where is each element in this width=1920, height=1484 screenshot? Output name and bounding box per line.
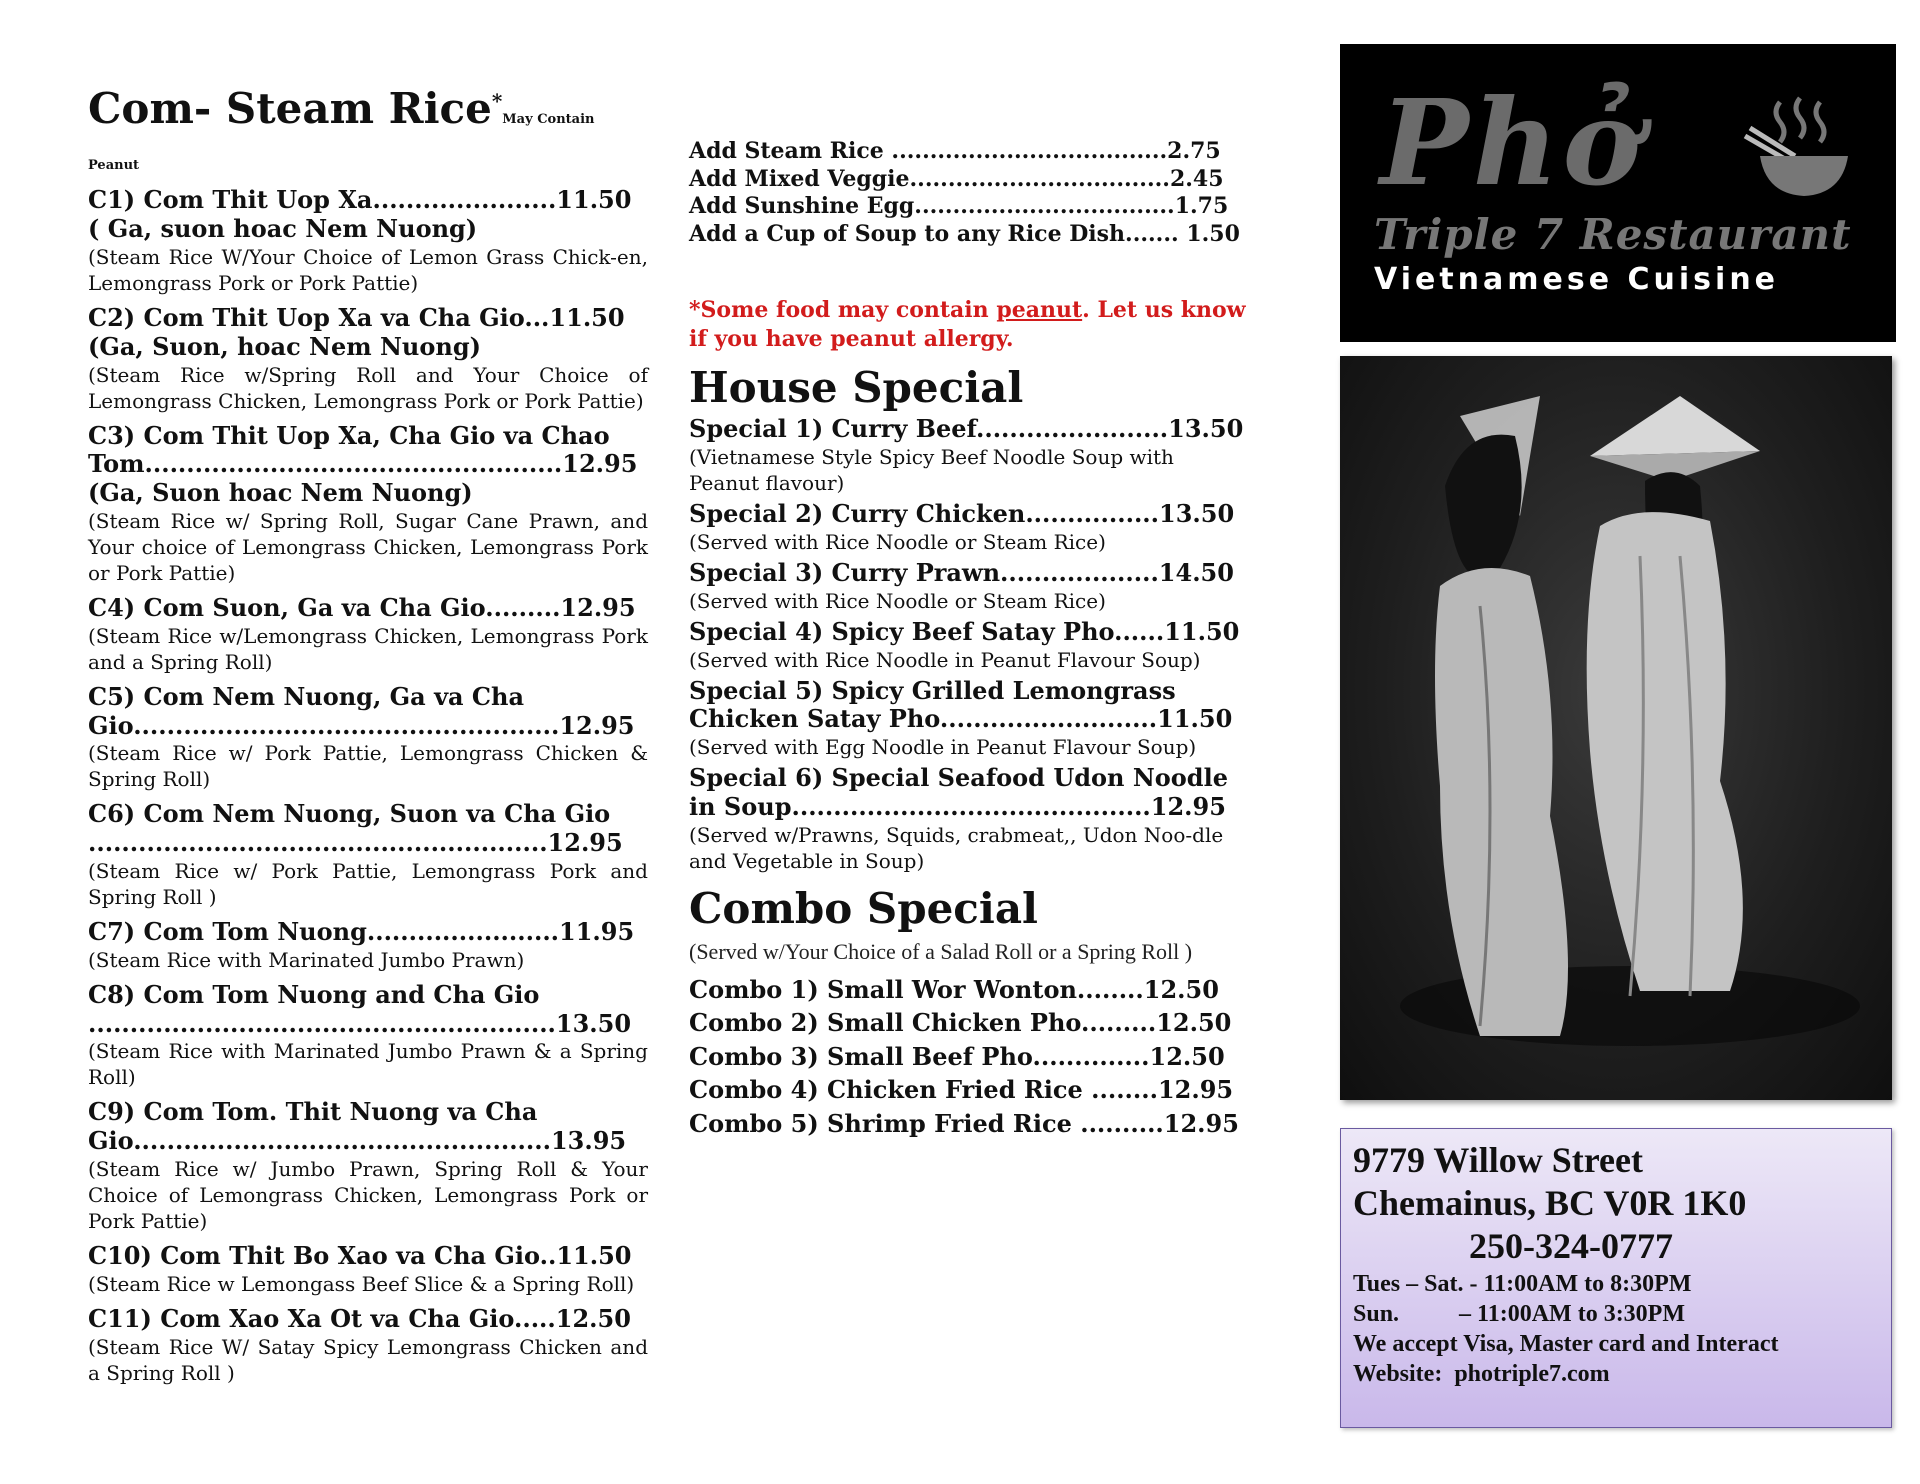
rice-item-description: (Steam Rice w/Lemongrass Chicken, Lemongrass Pork and a Spring Roll)	[88, 623, 648, 674]
rice-item-name: C11) Com Xao Xa Ot va Cha Gio.....12.50	[88, 1303, 631, 1333]
payment-methods: We accept Visa, Master card and Interact	[1353, 1330, 1779, 1357]
logo-tagline: Vietnamese Cuisine	[1374, 262, 1780, 297]
rice-item-description: (Steam Rice w/ Pork Pattie, Lemongrass Pork and Spring Roll )	[88, 858, 648, 909]
house-special-item	[689, 618, 1249, 673]
specials-section	[689, 138, 1249, 1141]
house-special-name: Special 3) Curry Prawn...................14.50	[689, 557, 1234, 587]
rice-item-name: C2) Com Thit Uop Xa va Cha Gio...11.50	[88, 302, 625, 332]
rice-item-protein-options: (Ga, Suon, hoac Nem Nuong)	[88, 331, 481, 361]
house-special-list	[689, 415, 1249, 873]
rice-item-name: C9) Com Tom. Thit Nuong va Cha Gio..................................................13.95	[88, 1097, 627, 1156]
rice-item-description: (Steam Rice w/Spring Roll and Your Choice of Lemongrass Chicken, Lemongrass Pork or Pork Pattie)	[88, 362, 648, 413]
rice-item	[88, 594, 648, 675]
rice-item-name: C8) Com Tom Nuong and Cha Gio ........................................................13.50	[88, 979, 632, 1038]
combo-item: Combo 5) Shrimp Fried Rice ..........12.95	[689, 1108, 1239, 1138]
house-special-name: Special 5) Spicy Grilled Lemongrass Chicken Satay Pho..........................11.50	[689, 675, 1233, 734]
hours-sunday: Sun. – 11:00AM to 3:30PM	[1353, 1300, 1685, 1327]
rice-item-name: C4) Com Suon, Ga va Cha Gio.........12.95	[88, 592, 636, 622]
rice-item-description: (Steam Rice w/ Spring Roll, Sugar Cane Prawn, and Your choice of Lemongrass Chicken, Lemongrass Pork or Pork Pattie)	[88, 508, 648, 585]
addon-item: Add a Cup of Soup to any Rice Dish....... 1.50	[689, 220, 1240, 247]
house-special-item	[689, 559, 1249, 614]
section-title-steam-rice: Com- Steam Rice*May Contain Peanut	[88, 84, 595, 174]
combo-note: (Served w/Your Choice of a Salad Roll or a Spring Roll )	[689, 938, 1193, 964]
info-column	[1340, 44, 1896, 1428]
house-special-name: Special 1) Curry Beef.......................13.50	[689, 414, 1244, 444]
website: Website: photriple7.com	[1353, 1360, 1610, 1387]
house-special-description: (Served with Rice Noodle in Peanut Flavour Soup)	[689, 647, 1201, 672]
contact-info	[1340, 1128, 1892, 1428]
house-special-item	[689, 500, 1249, 555]
house-special-name: Special 2) Curry Chicken................13.50	[689, 499, 1235, 529]
peanut-note: May Contain Peanut	[88, 112, 595, 174]
restaurant-logo	[1340, 44, 1896, 342]
rice-item	[88, 981, 648, 1091]
address-city: Chemainus, BC V0R 1K0	[1353, 1183, 1747, 1224]
rice-item-name: C5) Com Nem Nuong, Ga va Cha Gio...................................................12.95	[88, 681, 635, 740]
house-special-description: (Served with Rice Noodle or Steam Rice)	[689, 588, 1106, 613]
logo-subtitle: Triple 7 Restaurant	[1374, 210, 1852, 259]
rice-item	[88, 683, 648, 793]
two-women-ao-dai-photo	[1340, 356, 1892, 1100]
rice-item-name: C3) Com Thit Uop Xa, Cha Gio va Chao Tom..................................................12.95	[88, 420, 638, 479]
noodle-bowl-icon	[1740, 94, 1850, 204]
rice-item-name: C10) Com Thit Bo Xao va Cha Gio..11.50	[88, 1240, 632, 1270]
rice-item	[88, 918, 648, 973]
house-special-description: (Served with Rice Noodle or Steam Rice)	[689, 529, 1106, 554]
rice-item-description: (Steam Rice with Marinated Jumbo Prawn & a Spring Roll)	[88, 1039, 648, 1090]
combo-item: Combo 4) Chicken Fried Rice ........12.95	[689, 1075, 1234, 1105]
house-special-name: Special 4) Spicy Beef Satay Pho......11.50	[689, 616, 1240, 646]
rice-item	[88, 1242, 648, 1297]
house-special-description: (Vietnamese Style Spicy Beef Noodle Soup with Peanut flavour)	[689, 445, 1174, 496]
rice-item-description: (Steam Rice W/Your Choice of Lemon Grass Chick-en, Lemongrass Pork or Pork Pattie)	[88, 244, 648, 295]
rice-item	[88, 800, 648, 910]
rice-item	[88, 1098, 648, 1234]
address-street: 9779 Willow Street	[1353, 1140, 1643, 1180]
logo-name: Phở	[1380, 73, 1646, 212]
house-special-description: (Served with Egg Noodle in Peanut Flavour Soup)	[689, 735, 1197, 760]
rice-item-protein-options: ( Ga, suon hoac Nem Nuong)	[88, 214, 478, 244]
combo-item: Combo 3) Small Beef Pho..............12.50	[689, 1041, 1225, 1071]
section-title-combo-special: Combo Special	[689, 883, 1039, 933]
rice-item-name: C7) Com Tom Nuong.......................11.95	[88, 916, 635, 946]
phone-number: 250-324-0777	[1469, 1226, 1673, 1267]
house-special-item	[689, 415, 1249, 496]
section-title-house-special: House Special	[689, 363, 1024, 413]
house-special-description: (Served w/Prawns, Squids, crabmeat,, Udon Noo-dle and Vegetable in Soup)	[689, 822, 1224, 873]
rice-section	[88, 86, 648, 1386]
rice-item-description: (Steam Rice w/ Pork Pattie, Lemongrass Chicken & Spring Roll)	[88, 741, 648, 792]
addon-item: Add Steam Rice ....................................2.75	[689, 138, 1221, 164]
rice-item-protein-options: (Ga, Suon hoac Nem Nuong)	[88, 478, 473, 508]
addon-list	[689, 138, 1249, 248]
combo-list	[689, 973, 1249, 1141]
house-special-item	[689, 764, 1249, 874]
hours-weekday: Tues – Sat. - 11:00AM to 8:30PM	[1353, 1270, 1692, 1297]
addon-item: Add Sunshine Egg..................................1.75	[689, 193, 1229, 219]
rice-item-name: C6) Com Nem Nuong, Suon va Cha Gio .......................................................12.95	[88, 799, 623, 858]
rice-list	[88, 186, 648, 1385]
rice-item-description: (Steam Rice W/ Satay Spicy Lemongrass Chicken and a Spring Roll )	[88, 1334, 648, 1385]
rice-item	[88, 186, 648, 296]
rice-item-description: (Steam Rice with Marinated Jumbo Prawn)	[88, 947, 525, 972]
rice-item-description: (Steam Rice w Lemongass Beef Slice & a Spring Roll)	[88, 1271, 635, 1296]
combo-item: Combo 2) Small Chicken Pho.........12.50	[689, 1008, 1232, 1038]
combo-item: Combo 1) Small Wor Wonton........12.50	[689, 974, 1219, 1004]
rice-item-name: C1) Com Thit Uop Xa......................11.50	[88, 185, 632, 215]
house-special-item	[689, 677, 1249, 761]
allergy-notice: *Some food may contain peanut. Let us know if you have peanut allergy.	[689, 297, 1246, 352]
house-special-name: Special 6) Special Seafood Udon Noodle in Soup...........................................12.95	[689, 763, 1228, 821]
addon-item: Add Mixed Veggie..................................2.45	[689, 165, 1224, 192]
rice-item	[88, 304, 648, 414]
rice-item	[88, 1305, 648, 1386]
rice-item	[88, 422, 648, 586]
rice-item-description: (Steam Rice w/ Jumbo Prawn, Spring Roll & Your Choice of Lemongrass Chicken, Lemongrass Pork or Pork Pattie)	[88, 1156, 648, 1233]
